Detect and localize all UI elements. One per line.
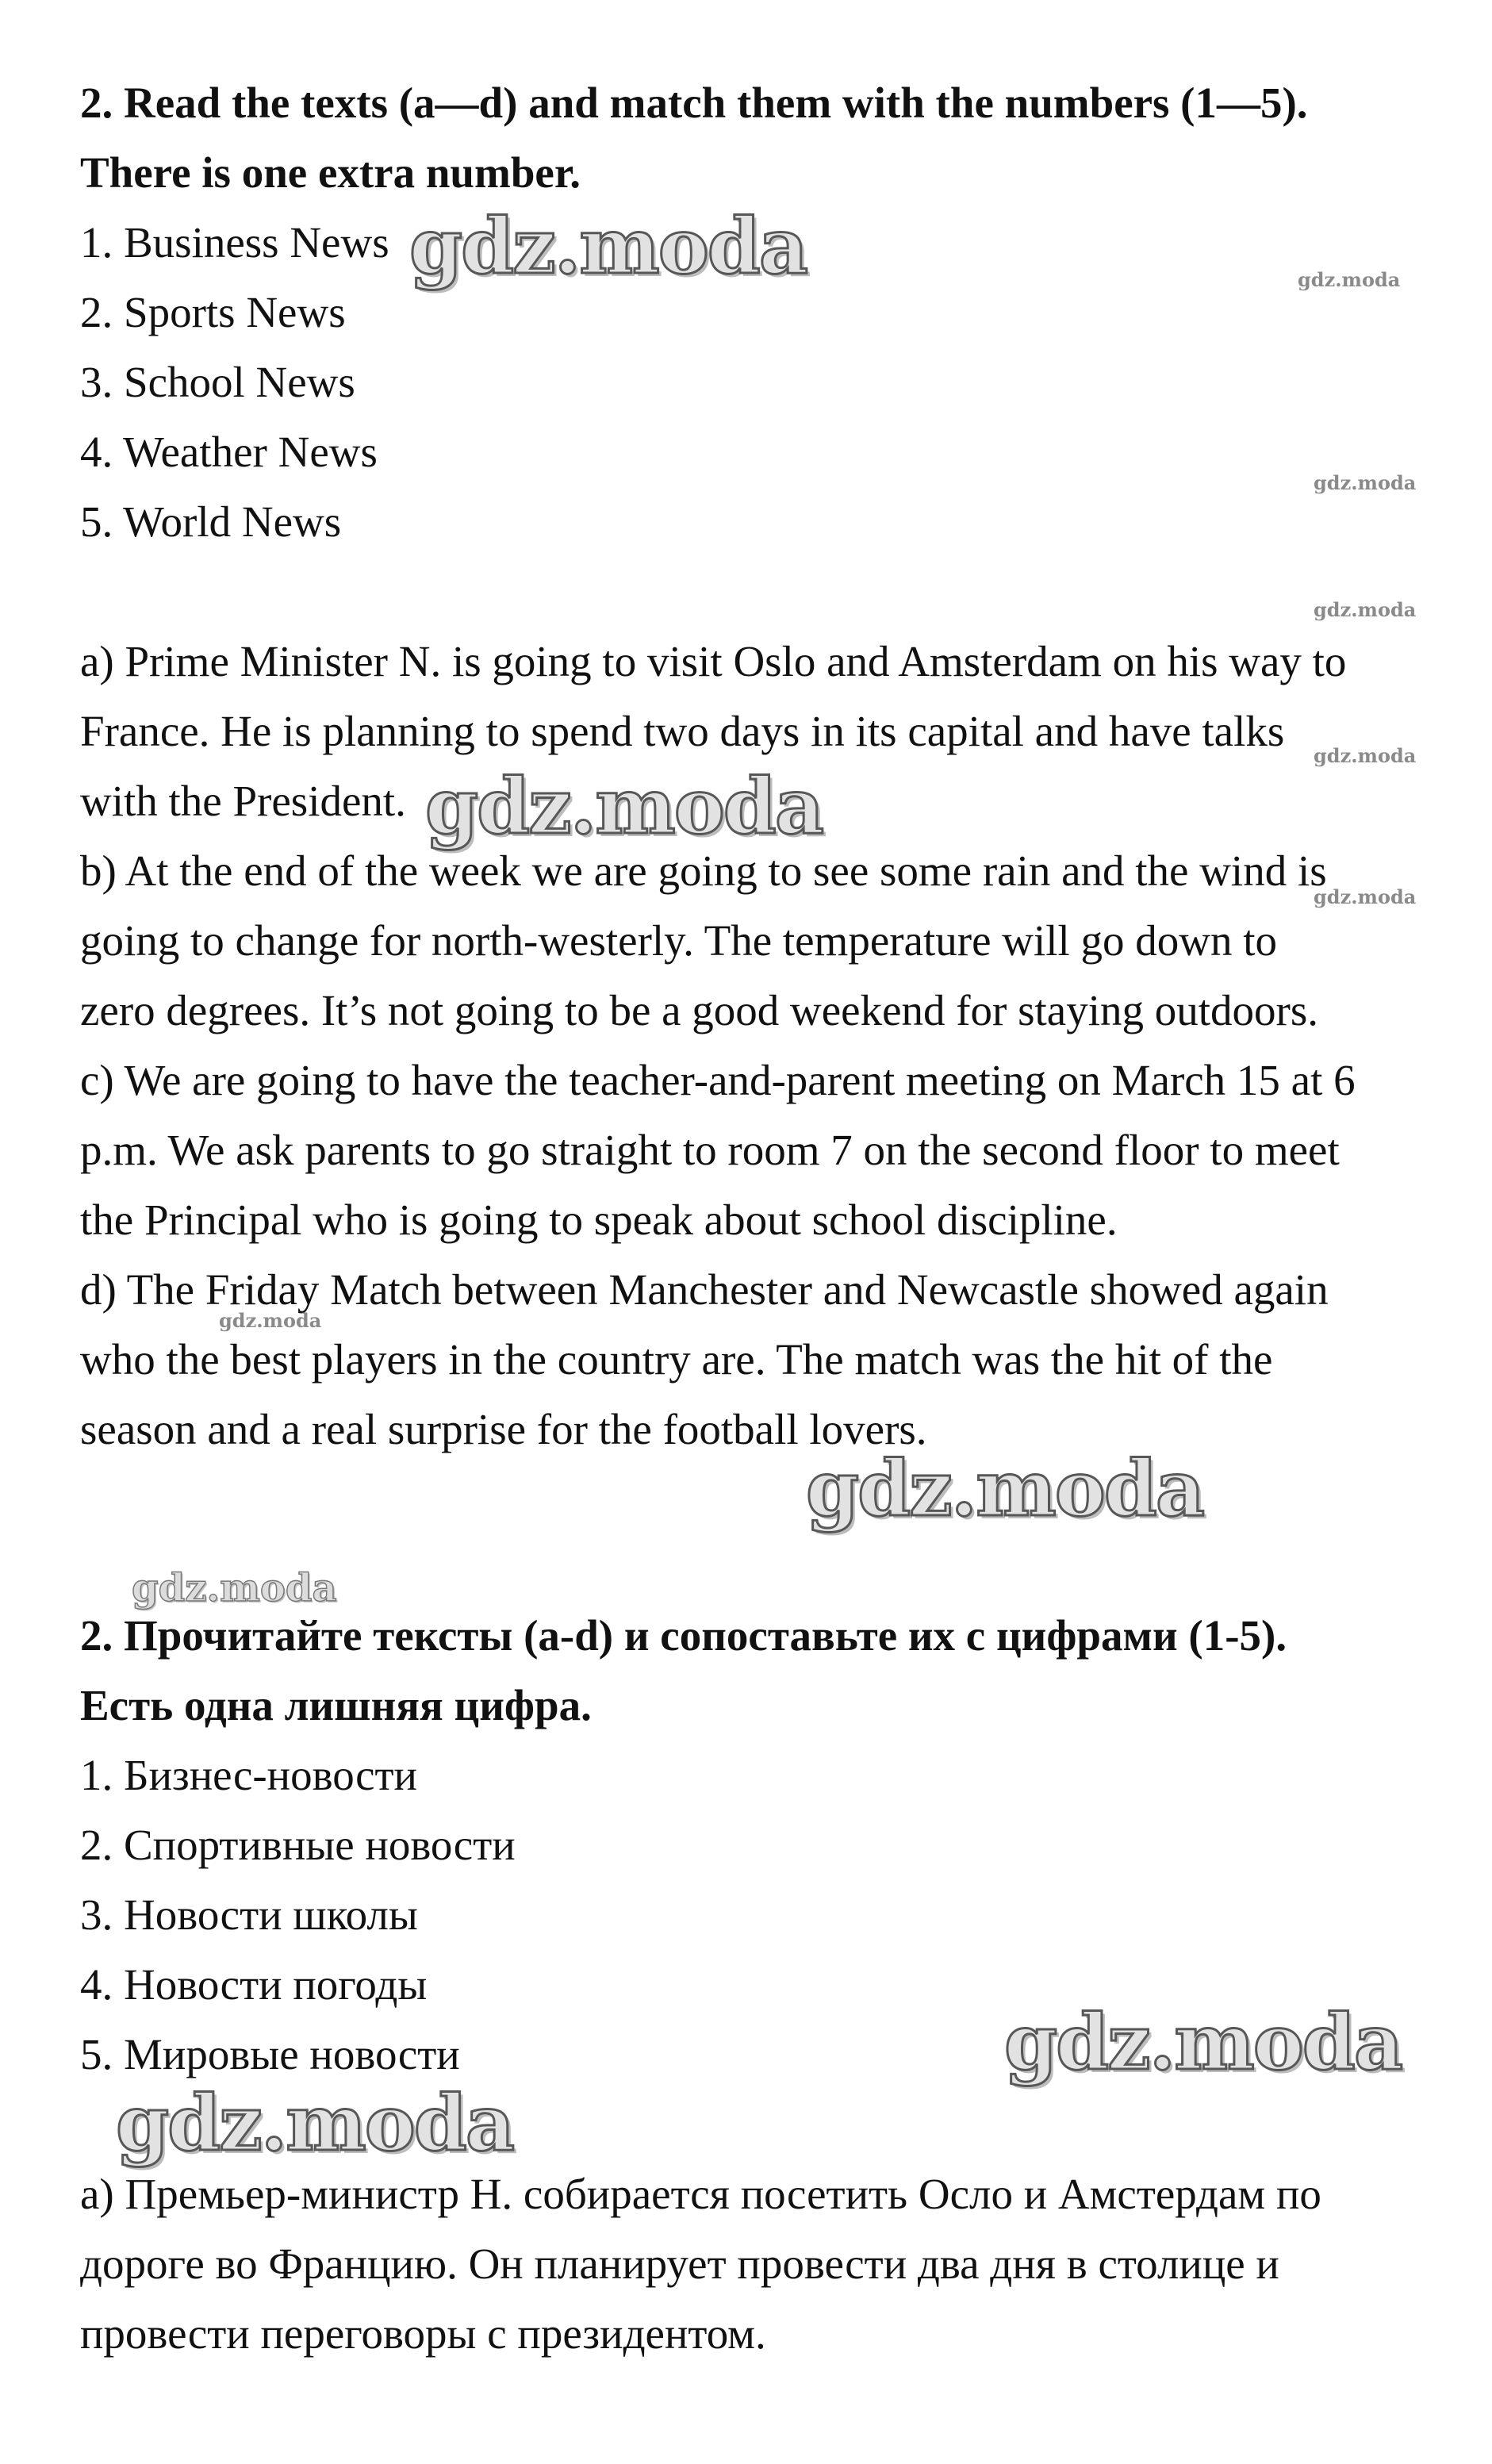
watermark: gdz.moda [132,1566,337,1610]
russian-heading-line-2: Есть одна лишняя цифра. [80,1681,592,1729]
english-text-line-3: with the President. [80,777,406,825]
watermark: gdz.moda [219,1309,322,1332]
watermark: gdz.moda [409,201,807,291]
english-heading-line-1: 2. Read the texts (a—d) and match them with the numbers (1—5). [80,79,1308,127]
russian-text-line-1: а) Премьер-министр Н. собирается посетить Осло и Амстердам по [80,2170,1321,2218]
english-option-2: 2. Sports News [80,288,346,336]
watermark: gdz.moda [1314,744,1417,767]
russian-text-line-3: провести переговоры с президентом. [80,2309,766,2358]
english-text-line-8: p.m. We ask parents to go straight to room 7 on the second floor to meet [80,1126,1340,1174]
english-text-line-11: who the best players in the country are. The match was the hit of the [80,1335,1273,1384]
watermark: gdz.moda [806,1444,1204,1533]
watermark: gdz.moda [1298,268,1401,291]
english-text-line-6: zero degrees. It’s not going to be a good weekend for staying outdoors. [80,986,1319,1034]
english-text-line-7: c) We are going to have the teacher-and-parent meeting on March 15 at 6 [80,1056,1356,1104]
russian-option-5: 5. Мировые новости [80,2030,460,2078]
english-text-line-5: going to change for north-westerly. The temperature will go down to [80,916,1278,965]
english-text-line-10: d) The Friday Match between Manchester and Newcastle showed again [80,1265,1329,1314]
watermark: gdz.moda [116,2078,514,2168]
english-text-line-4: b) At the end of the week we are going to see some rain and the wind is [80,846,1327,895]
watermark: gdz.moda [1314,471,1417,494]
english-option-5: 5. World News [80,497,342,546]
russian-option-2: 2. Спортивные новости [80,1821,516,1869]
english-text-line-9: the Principal who is going to speak about school discipline. [80,1196,1118,1244]
english-text-line-12: season and a real surprise for the football lovers. [80,1405,927,1453]
watermark: gdz.moda [1314,598,1417,621]
english-heading-line-2: There is one extra number. [80,148,581,197]
russian-text-line-2: дороге во Францию. Он планирует провести два дня в столице и [80,2239,1279,2288]
russian-option-4: 4. Новости погоды [80,1960,428,2009]
english-option-4: 4. Weather News [80,428,378,476]
watermark: gdz.moda [1314,885,1417,908]
watermark: gdz.moda [425,762,823,851]
english-text-line-1: a) Prime Minister N. is going to visit Oslo and Amsterdam on his way to [80,637,1347,685]
watermark: gdz.moda [1004,1998,1402,2087]
english-option-1: 1. Business News [80,218,389,267]
english-text-line-2: France. He is planning to spend two days in its capital and have talks [80,707,1285,755]
russian-heading-line-1: 2. Прочитайте тексты (a-d) и сопоставьте их с цифрами (1-5). [80,1611,1287,1660]
russian-option-1: 1. Бизнес-новости [80,1751,417,1799]
russian-option-3: 3. Новости школы [80,1890,418,1939]
english-option-3: 3. School News [80,358,355,406]
